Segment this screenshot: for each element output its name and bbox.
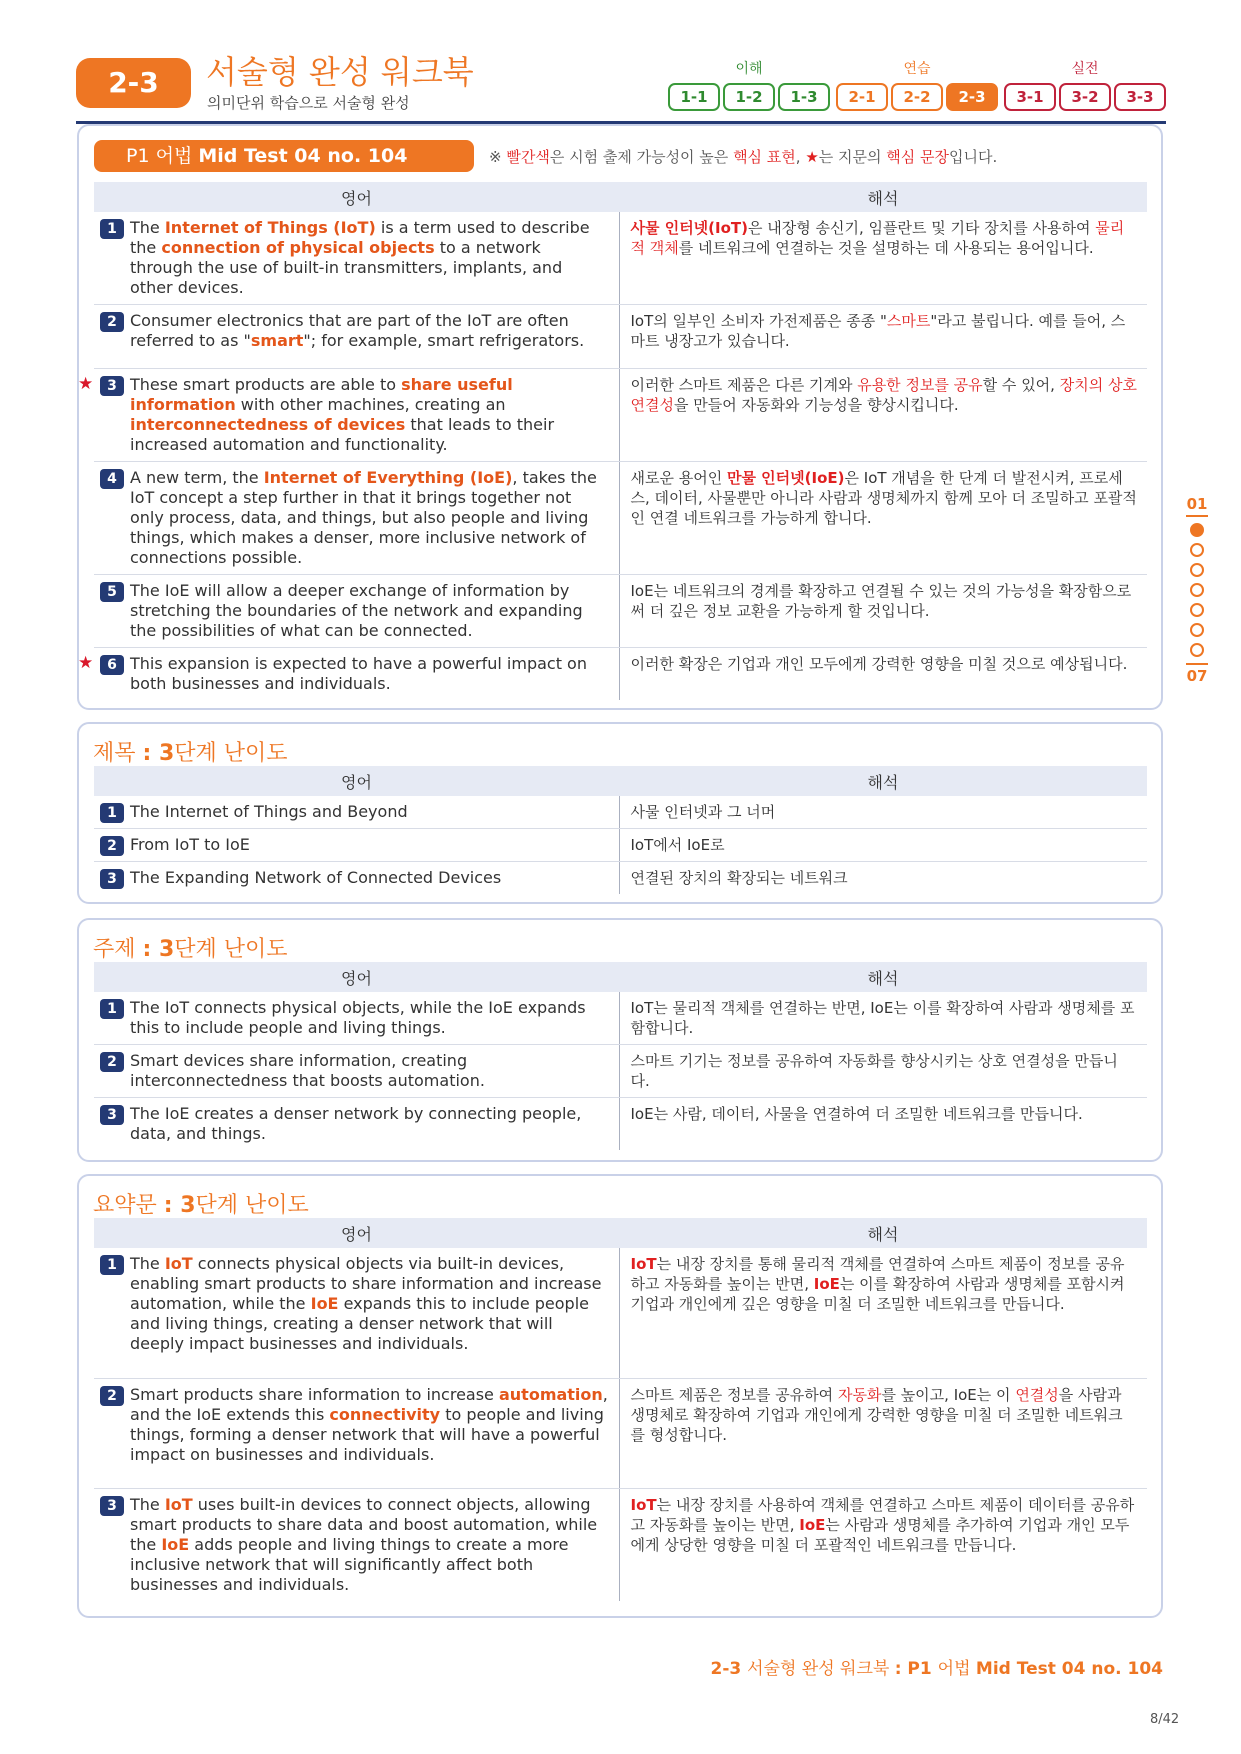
sentence-number: 2 <box>100 836 124 856</box>
english-sentence: 2 Consumer electronics that are part of the IoT are often referred to as "smart"; for example, smart refrigerators. <box>94 305 619 369</box>
table-row <box>94 862 1147 895</box>
sentence-number: 1 <box>100 1255 124 1275</box>
korean-translation: 사물 인터넷(IoT)은 내장형 송신기, 임플란트 및 기타 장치를 사용하여 물리적 객체를 네트워크에 연결하는 것을 설명하는 데 사용되는 용어입니다. <box>619 212 1147 305</box>
korean-translation: 이러한 확장은 기업과 개인 모두에게 강력한 영향을 미칠 것으로 예상됩니다. <box>630 655 1128 673</box>
english-sentence: 3 The Expanding Network of Connected Devices <box>94 862 619 895</box>
table-row <box>94 369 1147 462</box>
column-header-english: 영어 <box>94 766 619 796</box>
english-sentence: 1 The Internet of Things and Beyond <box>94 796 619 829</box>
level-button-2-1[interactable]: 2-1 <box>836 83 888 111</box>
passage-table <box>78 182 1147 700</box>
sentence-number: 1 <box>100 219 124 239</box>
table-row <box>94 305 1147 369</box>
level-button-1-2[interactable]: 1-2 <box>723 83 775 111</box>
index-divider <box>1186 663 1208 665</box>
sentence-number: 4 <box>100 469 124 489</box>
column-header-english: 영어 <box>94 182 619 212</box>
korean-translation: 연결된 장치의 확장되는 네트워크 <box>630 869 848 887</box>
summary-section <box>77 1174 1163 1618</box>
column-header-korean: 해석 <box>619 1218 1147 1248</box>
column-header-korean: 해석 <box>619 962 1147 992</box>
table-row <box>94 829 1147 862</box>
level-button-1-1[interactable]: 1-1 <box>668 83 720 111</box>
english-sentence: 4 A new term, the Internet of Everything (IoE), takes the IoT concept a step further in that it brings together not only process, data, and things, but also people and living things, which makes a denser, more inclusive network of connections possible. <box>94 462 619 575</box>
level-button-3-2[interactable]: 3-2 <box>1059 83 1111 111</box>
korean-translation: IoE는 네트워크의 경계를 확장하고 연결될 수 있는 것의 가능성을 확장함으로써 더 깊은 정보 교환을 가능하게 할 것입니다. <box>619 575 1147 648</box>
index-start-label: 01 <box>1186 495 1208 513</box>
korean-translation: IoT에서 IoE로 <box>619 829 1147 862</box>
table-row <box>94 796 1147 829</box>
sentence-number: 3 <box>100 376 124 396</box>
theme-section <box>77 918 1163 1162</box>
level-group-label: 실전 <box>1071 61 1099 77</box>
table-row <box>94 212 1147 305</box>
table-row <box>94 992 1147 1045</box>
sentence-number: 3 <box>100 1105 124 1125</box>
index-dot[interactable] <box>1190 563 1204 577</box>
english-sentence: 1 The IoT connects physical objects via built-in devices, enabling smart products to share information and increase automation, while the IoE expands this to include people and living things, creating a denser network that will deeply impact businesses and individuals. <box>94 1248 619 1378</box>
theme-table <box>94 962 1147 1150</box>
level-navigation <box>668 58 1168 118</box>
column-header-korean: 해석 <box>619 766 1147 796</box>
section-heading: 제목 : 3단계 난이도 <box>93 741 288 766</box>
sentence-number: 2 <box>100 1052 124 1072</box>
korean-translation: 스마트 기기는 정보를 공유하여 자동화를 향상시키는 상호 연결성을 만듭니다. <box>619 1045 1147 1098</box>
sentence-number: 3 <box>100 869 124 889</box>
korean-translation: 새로운 용어인 만물 인터넷(IoE)은 IoT 개념을 한 단계 더 발전시켜, 프로세스, 데이터, 사물뿐만 아니라 사람과 생명체까지 함께 모아 더 조밀하고 포괄적인 연결 네트워크를 가능하게 합니다. <box>619 462 1147 575</box>
test-badge: P1 어법 Mid Test 04 no. 104 <box>94 140 474 172</box>
korean-translation: 사물 인터넷과 그 너머 <box>619 796 1147 829</box>
english-sentence: 1 The IoT connects physical objects, while the IoE expands this to include people and living things. <box>94 992 619 1045</box>
english-sentence: 2 From IoT to IoE <box>94 829 619 862</box>
index-dot[interactable] <box>1190 623 1204 637</box>
korean-translation: IoT는 내장 장치를 통해 물리적 객체를 연결하여 스마트 제품이 정보를 공유하고 자동화를 높이는 반면, IoE는 이를 확장하여 사람과 생명체를 포함시켜 기업과 개인에게 깊은 영향을 미칠 더 조밀한 네트워크를 만듭니다. <box>619 1248 1147 1378</box>
legend-note: ※ 빨간색은 시험 출제 가능성이 높은 핵심 표현, ★는 지문의 핵심 문장입니다. <box>489 148 998 166</box>
passage-section <box>77 124 1163 710</box>
table-row <box>94 1248 1147 1378</box>
index-dot[interactable] <box>1190 643 1204 657</box>
column-header-english: 영어 <box>94 962 619 992</box>
column-header-english: 영어 <box>94 1218 619 1248</box>
index-divider <box>1186 515 1208 517</box>
index-dot[interactable] <box>1190 583 1204 597</box>
english-sentence: 5 The IoE will allow a deeper exchange of information by stretching the boundaries of the network and expanding the possibilities of what can be connected. <box>94 575 619 648</box>
sentence-number: 1 <box>100 803 124 823</box>
page-footer: 2-3 서술형 완성 워크북 : P1 어법 Mid Test 04 no. 104 <box>710 1659 1163 1679</box>
chapter-badge: 2-3 <box>76 58 191 108</box>
star-icon: ★ <box>78 653 94 673</box>
page-number: 8/42 <box>1150 1712 1180 1727</box>
korean-translation: IoT는 물리적 객체를 연결하는 반면, IoE는 이를 확장하여 사람과 생명체를 포함합니다. <box>619 992 1147 1045</box>
section-heading: 요약문 : 3단계 난이도 <box>93 1193 309 1218</box>
index-dot-active[interactable] <box>1190 523 1204 537</box>
table-row <box>94 462 1147 575</box>
page-header <box>76 50 1166 124</box>
level-group-label: 이해 <box>735 61 763 77</box>
english-sentence: 3 The IoT uses built-in devices to connect objects, allowing smart products to share data and boost automation, while the IoE adds people and living things to create a more inclusive network that will significantly affect both businesses and individuals. <box>94 1488 619 1601</box>
level-button-2-3[interactable]: 2-3 <box>946 83 998 111</box>
sentence-number: 3 <box>100 1496 124 1516</box>
sentence-number: 5 <box>100 582 124 602</box>
star-icon: ★ <box>78 374 94 394</box>
table-row <box>94 1045 1147 1098</box>
table-row <box>94 648 1147 701</box>
page-title: 서술형 완성 워크북 <box>206 53 474 91</box>
level-button-3-1[interactable]: 3-1 <box>1004 83 1056 111</box>
english-sentence: 2 Smart devices share information, creating interconnectedness that boosts automation. <box>94 1045 619 1098</box>
table-row <box>94 575 1147 648</box>
korean-translation: 이러한 스마트 제품은 다른 기계와 유용한 정보를 공유할 수 있어, 장치의 상호 연결성을 만들어 자동화와 기능성을 향상시킵니다. <box>619 369 1147 462</box>
table-row <box>94 1098 1147 1151</box>
level-button-1-3[interactable]: 1-3 <box>778 83 830 111</box>
english-sentence: ★ 6 This expansion is expected to have a powerful impact on both businesses and individuals. <box>94 648 619 701</box>
table-row <box>94 1378 1147 1488</box>
sentence-number: 2 <box>100 1386 124 1406</box>
index-dot[interactable] <box>1190 603 1204 617</box>
korean-translation: IoT의 일부인 소비자 가전제품은 종종 "스마트"라고 불립니다. 예를 들어, 스마트 냉장고가 있습니다. <box>619 305 1147 369</box>
english-sentence: ★ 3 These smart products are able to share useful information with other machines, creating an interconnectedness of devices that leads to their increased automation and functionality. <box>94 369 619 462</box>
korean-translation: IoT는 내장 장치를 사용하여 객체를 연결하고 스마트 제품이 데이터를 공유하고 자동화를 높이는 반면, IoE는 사람과 생명체를 추가하여 기업과 개인 모두에게 상당한 영향을 미칠 더 포괄적인 네트워크를 만듭니다. <box>630 1495 1135 1554</box>
english-sentence: 3 The IoE creates a denser network by connecting people, data, and things. <box>94 1098 619 1151</box>
sentence-number: 1 <box>100 999 124 1019</box>
level-button-2-2[interactable]: 2-2 <box>891 83 943 111</box>
korean-translation: IoE는 사람, 데이터, 사물을 연결하여 더 조밀한 네트워크를 만듭니다. <box>630 1105 1083 1123</box>
section-heading: 주제 : 3단계 난이도 <box>93 937 288 962</box>
title-table <box>94 766 1147 894</box>
english-sentence: 2 Smart products share information to increase automation, and the IoE extends this connectivity to people and living things, forming a denser network that will have a powerful impact on businesses and individuals. <box>94 1378 619 1488</box>
side-page-index <box>1182 495 1212 685</box>
korean-translation: 스마트 제품은 정보를 공유하여 자동화를 높이고, IoE는 이 연결성을 사람과 생명체로 확장하여 기업과 개인에게 강력한 영향을 미칠 더 조밀한 네트워크를 형성합니다. <box>619 1378 1147 1488</box>
index-end-label: 07 <box>1186 667 1208 685</box>
title-section <box>77 722 1163 904</box>
english-sentence: 1 The Internet of Things (IoT) is a term used to describe the connection of physical objects to a network through the use of built-in transmitters, implants, and other devices. <box>94 212 619 305</box>
index-dot[interactable] <box>1190 543 1204 557</box>
level-group-label: 연습 <box>903 61 931 77</box>
summary-table <box>94 1218 1147 1601</box>
column-header-korean: 해석 <box>619 182 1147 212</box>
level-button-3-3[interactable]: 3-3 <box>1114 83 1166 111</box>
sentence-number: 6 <box>100 655 124 675</box>
page-subtitle: 의미단위 학습으로 서술형 완성 <box>207 94 410 112</box>
table-row <box>94 1488 1147 1601</box>
sentence-number: 2 <box>100 312 124 332</box>
